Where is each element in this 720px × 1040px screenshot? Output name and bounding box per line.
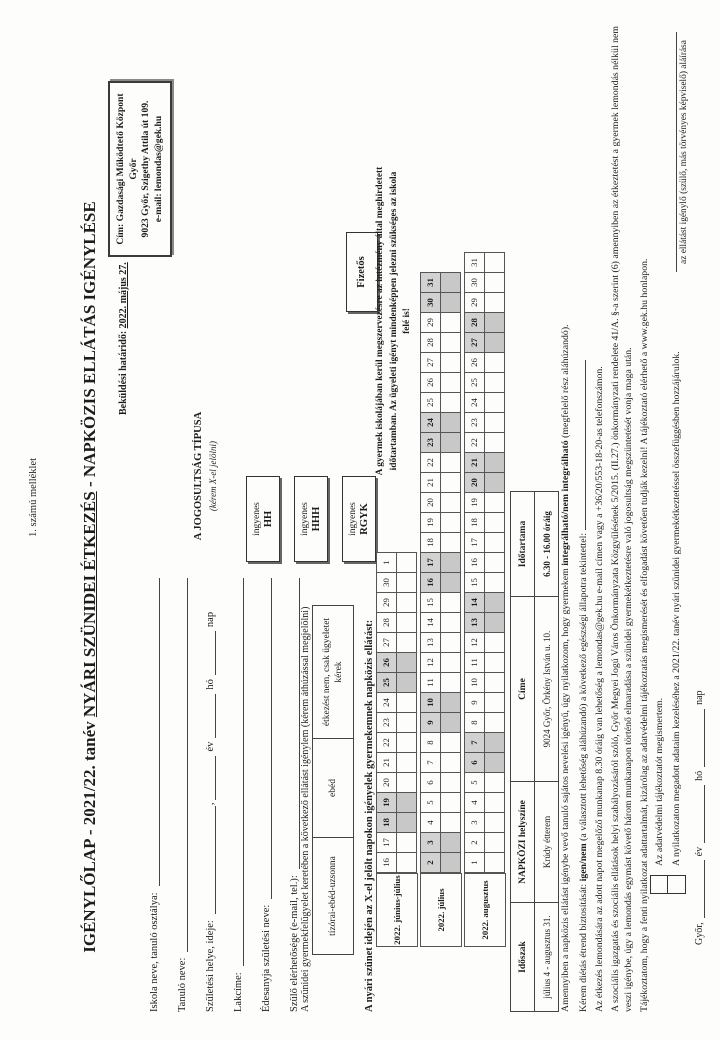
eligibility-note: (kérem X-el jelölni): [208, 440, 218, 512]
calendar-day-cell: 1: [464, 852, 485, 873]
calendar-day-cell: 31: [420, 272, 441, 293]
calendar-day-cell: 29: [420, 312, 441, 333]
calendar-mark-cell: [440, 552, 461, 573]
calendar-mark-cell: [440, 452, 461, 473]
calendar-mark-cell: [440, 752, 461, 773]
calendar-day-cell: 29: [376, 592, 397, 613]
calendar-day-cell: 26: [420, 372, 441, 393]
calendar-day-cell: 15: [420, 592, 441, 613]
calendar-mark-cell: [440, 512, 461, 533]
checkbox-group: [650, 875, 686, 894]
calendar-mark-cell: [484, 432, 505, 453]
calendar-day-cell: 15: [464, 572, 485, 593]
field-birth-label: Születési helye, ideje:: [205, 920, 216, 1012]
calendar-mark-cell: [396, 812, 417, 833]
calendar-mark-cell: [484, 552, 505, 573]
calendar-mark-cell: [440, 772, 461, 793]
calendar-day-cell: 9: [420, 712, 441, 733]
care-request-line: A szünidei gyermekfelügyelet keretében a következő ellátást igénylem (kérem áthúzással megjelölni): [300, 606, 311, 1012]
field-mother-name-line: [257, 578, 272, 899]
calendar-day-cell: 10: [464, 672, 485, 693]
field-address-label: Lakcíme:: [233, 972, 244, 1012]
school-note: [374, 100, 415, 542]
calendar-day-cell: 24: [420, 412, 441, 433]
signature-caption: az ellátást igénylő (szülő, más törvényes képviselő) aláírása: [676, 32, 689, 272]
eligibility-box-rgyk: [342, 476, 376, 562]
school-note-line3: felé is!: [402, 308, 412, 334]
calendar-mark-cell: [484, 672, 505, 693]
calendar-day-cell: 20: [464, 472, 485, 493]
meal-options-table: [312, 605, 354, 955]
calendar-mark-cell: [484, 732, 505, 753]
day-word: nap: [694, 690, 705, 705]
calendar-mark-cell: [484, 352, 505, 373]
calendar-day-cell: 19: [376, 792, 397, 813]
field-student-name-label: Tanuló neve:: [177, 957, 188, 1012]
calendar-day-cell: 23: [464, 412, 485, 433]
calendar-mark-cell: [440, 392, 461, 413]
calendar-mark-cell: [396, 612, 417, 633]
calendar-mark-cell: [440, 272, 461, 293]
calendar-day-cell: 17: [420, 552, 441, 573]
calendar-mark-cell: [484, 252, 505, 273]
calendar-day-cell: 27: [420, 352, 441, 373]
calendar-day-cell: 26: [376, 652, 397, 673]
calendar-day-cell: 16: [464, 552, 485, 573]
legal-paragraph: [560, 10, 573, 1012]
calendar-month-label: 2022. június-július: [376, 873, 418, 947]
legal-paragraph: [576, 10, 591, 1012]
paragraph-text: integrálható/nem integrálható: [560, 440, 571, 566]
calendar-day-cell: 11: [464, 652, 485, 673]
calendar-day-cell: 4: [464, 792, 485, 813]
address-line-1: Cím: Gazdasági Működtető Központ Győr: [115, 93, 139, 245]
calendar-day-cell: 2: [464, 832, 485, 853]
calendar-day-cell: 29: [464, 292, 485, 313]
calendar-mark-cell: [440, 472, 461, 493]
page-title: [80, 132, 100, 1022]
calendar-day-cell: 25: [420, 392, 441, 413]
calendar-day-cell: 25: [464, 372, 485, 393]
calendar-mark-cell: [484, 292, 505, 313]
calendar-day-cell: 7: [420, 752, 441, 773]
calendar-mark-cell: [484, 512, 505, 533]
legal-paragraph: [639, 10, 652, 1012]
location-table-cell: Krúdy étterem: [535, 782, 559, 903]
paragraph-text: Amennyiben a napközis ellátást igénybe vevő tanuló sajátos nevelési igényű, úgy nyilatkozom, hogy gyermekem: [560, 565, 571, 1012]
calendar-day-cell: 19: [420, 512, 441, 533]
month-word: hó: [694, 770, 705, 781]
meal-option-full: tízórai-ebéd-uzsonna: [313, 838, 354, 955]
calendar-day-cell: 3: [420, 832, 441, 853]
calendar-mark-cell: [440, 292, 461, 313]
city-label: Győr,: [694, 922, 705, 945]
calendar-day-cell: 17: [464, 532, 485, 553]
calendar-day-cell: 8: [420, 732, 441, 753]
calendar-day-cell: 6: [464, 752, 485, 773]
field-mother-name: [244, 578, 272, 1012]
calendar-mark-cell: [440, 692, 461, 713]
calendar-mark-cell: [396, 592, 417, 613]
eligibility-heading: A JOGOSULTSÁG TÍPUSA: [193, 411, 204, 541]
location-table: [510, 491, 559, 1012]
calendar-day-cell: 21: [376, 752, 397, 773]
calendar-day-cell: 30: [464, 272, 485, 293]
calendar-day-cell: 1: [376, 552, 397, 573]
location-table-header: NAPKÖZI helyszíne: [511, 782, 535, 903]
calendar-mark-cell: [484, 852, 505, 873]
calendar-mark-cell: [396, 732, 417, 753]
field-student-name: [160, 578, 188, 1012]
calendar-mark-cell: [440, 352, 461, 373]
year-line: [694, 860, 705, 918]
field-contact-label: Szülő elérhetősége (e-mail, tel.):: [289, 875, 300, 1012]
eligibility-box-hh-code: HH: [263, 510, 274, 528]
deadline-date: 2022. május 27.: [118, 262, 129, 329]
calendar-day-cell: 22: [464, 432, 485, 453]
calendar-mark-cell: [440, 412, 461, 433]
location-table-header: Időszak: [511, 903, 535, 1012]
calendar-day-cell: 19: [464, 492, 485, 513]
calendar-mark-cell: [396, 692, 417, 713]
calendar-mark-cell: [396, 792, 417, 813]
privacy-checkbox-label: Az adatvédelmi tájékoztatót megismertem.: [654, 697, 665, 866]
field-school: [132, 578, 160, 1012]
calendar-day-cell: 18: [464, 512, 485, 533]
calendar-mark-cell: [484, 692, 505, 713]
calendar-mark-cell: [440, 652, 461, 673]
word-year: év: [205, 741, 216, 752]
paragraph-text: (a választott lehetőség aláhúzandó) a következő egészségi állapotra tekintettel:: [577, 530, 589, 844]
calendar-day-cell: 12: [464, 632, 485, 653]
location-table-cell: július 4 - augusztus 31.: [535, 903, 559, 1012]
calendar-day-cell: 5: [464, 772, 485, 793]
address-box: [108, 81, 172, 257]
calendar-day-cell: 24: [376, 692, 397, 713]
eligibility-box-hh-word: ingyenes: [252, 502, 262, 536]
calendar-day-cell: 31: [464, 252, 485, 273]
deadline-label: Beküldési határidő:: [118, 328, 129, 415]
paragraph-text: Kérem diétás étrend biztosítását:: [577, 881, 589, 1012]
paragraph-text: Tájékoztatom, hogy a fenti nyilatkozat adattartalmát, kizárólag az adatvédelmi tájékoztatás megismerését és elfogadást követően tudják kezelni! A tájékoztató elérhető a www.gek.hu honlapon.: [638, 258, 650, 1012]
form-fields: [132, 578, 300, 1012]
calendar-day-cell: 22: [420, 452, 441, 473]
calendar-mark-cell: [484, 452, 505, 473]
calendar-mark-cell: [440, 632, 461, 653]
calendar-mark-cell: [440, 432, 461, 453]
calendar-day-cell: 13: [464, 612, 485, 633]
calendar-day-cell: 18: [420, 532, 441, 553]
month-line: [694, 785, 705, 843]
calendar-month-label: 2022. július: [420, 873, 462, 947]
calendar-day-cell: 14: [464, 592, 485, 613]
summer-request-line: A nyári szünet idején az X-el jelölt napokon igényelek gyermekemnek napközis ellátást:: [364, 619, 375, 1012]
field-birth-month-line: [201, 694, 216, 738]
comma: ,: [205, 802, 216, 806]
eligibility-box-paid-label: Fizetős: [356, 256, 367, 288]
paragraph-text: A szociális igazgatás és szociális ellátások helyi szabályozásáról szóló, Győr Megyei Jogú Város Önkormányzata Közgyűlésének 5/2015. (II.27.) önkormányzati rendelete 41/A. §-a szerint (6) amennyiben az étkeztetést a gyermek lemondás nélkül nem veszi igénybe, úgy a lemondás egymást követő három munkanapon történő elmaradása a szünidei gyermekétkeztetésre való jogosultság megszüntetését vonja maga után.: [609, 26, 634, 1012]
calendar-mark-cell: [440, 732, 461, 753]
calendar-day-cell: 8: [464, 712, 485, 733]
calendar-mark-cell: [440, 492, 461, 513]
calendar-mark-cell: [484, 272, 505, 293]
calendar-mark-cell: [396, 712, 417, 733]
calendar-day-cell: 30: [376, 572, 397, 593]
calendar-mark-cell: [396, 632, 417, 653]
calendar-mark-cell: [484, 652, 505, 673]
calendar-mark-cell: [440, 592, 461, 613]
calendar-mark-cell: [484, 772, 505, 793]
calendar-day-cell: 6: [420, 772, 441, 793]
calendar-day-cell: 26: [464, 352, 485, 373]
day-line: [694, 709, 705, 767]
consent-checkbox: [667, 875, 686, 894]
paragraph-text: igen/nem: [577, 843, 589, 882]
calendar-mark-cell: [396, 652, 417, 673]
location-table-cell: 9024 Győr, Örkény István u. 10.: [535, 597, 559, 782]
calendar-mark-cell: [440, 672, 461, 693]
calendar-day-cell: 30: [420, 292, 441, 313]
meal-option-none: étkezést nem, csak ügyeletet kérek: [313, 606, 354, 739]
school-note-line2: időtartamban. Az ügyeleti igényt mindenképpen jelezni szükséges az iskola: [388, 171, 399, 471]
calendar-day-cell: 24: [464, 392, 485, 413]
calendar-mark-cell: [396, 672, 417, 693]
calendar-day-cell: 18: [376, 812, 397, 833]
calendar-mark-cell: [396, 772, 417, 793]
calendar-mark-cell: [484, 712, 505, 733]
calendar-mark-cell: [440, 532, 461, 553]
calendar-day-cell: 27: [376, 632, 397, 653]
calendar-mark-cell: [484, 592, 505, 613]
title-post: - NAPKÖZIS ELLÁTÁS IGÉNYLÉSE: [80, 201, 99, 492]
calendar-day-cell: 22: [376, 732, 397, 753]
word-month: hó: [205, 679, 216, 690]
calendar-mark-cell: [396, 852, 417, 873]
calendar-day-cell: 16: [420, 572, 441, 593]
field-address: [216, 578, 244, 1012]
calendar-mark-cell: [440, 312, 461, 333]
date-signature-row: [694, 690, 705, 945]
field-contact-line: [285, 578, 300, 869]
word-day: nap: [205, 611, 216, 628]
calendar-day-cell: 10: [420, 692, 441, 713]
location-table-cell: 6.30 - 16.00 óráig: [535, 492, 559, 597]
calendar-mark-cell: [484, 752, 505, 773]
address-line-3: e-mail: lemondas@gek.hu: [152, 115, 164, 223]
field-school-label: Iskola neve, tanuló osztálya:: [149, 892, 160, 1012]
eligibility-box-rgyk-word: ingyenes: [348, 502, 358, 536]
field-mother-name-label: Édesanyja születési neve:: [261, 904, 272, 1012]
calendar-mark-cell: [484, 412, 505, 433]
location-table-header: Időtartama: [511, 492, 535, 597]
calendar-day-cell: 20: [420, 492, 441, 513]
calendar-mark-cell: [396, 752, 417, 773]
calendar-mark-cell: [484, 312, 505, 333]
calendar-mark-cell: [484, 572, 505, 593]
calendar-day-cell: 7: [464, 732, 485, 753]
calendar-mark-cell: [440, 852, 461, 873]
legal-paragraph: [610, 10, 635, 1012]
calendar-day-cell: 2: [420, 852, 441, 873]
calendar-mark-cell: [396, 552, 417, 573]
calendar-day-cell: 13: [420, 632, 441, 653]
calendar-mark-cell: [484, 812, 505, 833]
calendar-day-cell: 23: [420, 432, 441, 453]
location-table-header: Címe: [511, 597, 535, 782]
calendar-month-label: 2022. augusztus: [464, 873, 506, 947]
calendar-day-cell: 9: [464, 692, 485, 713]
calendar-day-cell: 4: [420, 812, 441, 833]
calendar-day-cell: 21: [464, 452, 485, 473]
calendar-mark-cell: [484, 832, 505, 853]
calendar-day-cell: 5: [420, 792, 441, 813]
eligibility-box-hhh: [294, 476, 328, 562]
field-contact: [272, 578, 300, 1012]
calendar-mark-cell: [484, 332, 505, 353]
calendar-day-cell: 17: [376, 832, 397, 853]
eligibility-box-rgyk-code: RGYK: [359, 503, 370, 535]
calendar-mark-cell: [484, 392, 505, 413]
annex-label: 1. számú melléklet: [28, 457, 39, 537]
field-birth: [188, 578, 216, 1012]
calendar-day-cell: 23: [376, 712, 397, 733]
calendar-day-cell: 28: [420, 332, 441, 353]
calendar-day-cell: 28: [376, 612, 397, 633]
calendar-mark-cell: [484, 472, 505, 493]
calendar-mark-cell: [440, 712, 461, 733]
calendar-mark-cell: [440, 572, 461, 593]
calendar-day-cell: 12: [420, 652, 441, 673]
eligibility-box-hh: [246, 476, 280, 562]
calendar-mark-cell: [396, 572, 417, 593]
consent-checkbox-label: A nyilatkozaton megadott adataim kezeléséhez a 2021/22. tanév nyári szünidei gyermekétkeztetéssel összefüggésben hozzájárulok.: [671, 351, 682, 866]
calendar-day-cell: 25: [376, 672, 397, 693]
title-pre: IGÉNYLŐLAP - 2021/22. tanév: [80, 717, 99, 953]
field-address-line: [229, 578, 244, 966]
blank-line: [576, 360, 586, 530]
field-student-name-line: [173, 578, 188, 952]
calendar-mark-cell: [484, 612, 505, 633]
calendar-mark-cell: [396, 832, 417, 853]
meal-option-lunch: ebéd: [313, 739, 354, 838]
calendar-day-cell: 14: [420, 612, 441, 633]
calendar-day-cell: 16: [376, 852, 397, 873]
calendar-day-cell: 11: [420, 672, 441, 693]
calendar-mark-cell: [440, 812, 461, 833]
calendar-mark-cell: [440, 332, 461, 353]
field-birth-place-line: [201, 806, 216, 914]
year-word: év: [694, 846, 705, 857]
calendar-day-cell: 3: [464, 812, 485, 833]
field-birth-day-line: [201, 631, 216, 675]
calendar-mark-cell: [484, 792, 505, 813]
calendar-day-cell: 28: [464, 312, 485, 333]
calendar-mark-cell: [440, 372, 461, 393]
calendar-day-cell: 21: [420, 472, 441, 493]
school-note-line1: A gyermek iskolájában kerül megszervezésre az intézmény által meghirdetett: [375, 166, 385, 476]
calendar-mark-cell: [440, 832, 461, 853]
field-school-line: [145, 578, 160, 886]
eligibility-box-hhh-word: ingyenes: [300, 502, 310, 536]
paragraph-text: Az étkezés lemondására az adott napot megelőző munkanap 8.30 óráig van lehetőség a lemondas@gek.hu e-mail címen vagy a +36/20/553-18-20-as telefonszámon.: [593, 366, 605, 1012]
privacy-checkbox: [650, 875, 669, 894]
signature-block: [676, 32, 689, 272]
calendar-day-cell: 20: [376, 772, 397, 793]
calendar-mark-cell: [440, 612, 461, 633]
calendar-mark-cell: [484, 532, 505, 553]
title-underlined: NYÁRI SZÜNIDEI ÉTKEZÉS: [80, 491, 99, 718]
calendar-mark-cell: [484, 492, 505, 513]
calendar-mark-cell: [440, 792, 461, 813]
paragraph-text: (megfelelő rész aláhúzandó).: [560, 324, 571, 441]
field-birth-year-line: [201, 756, 216, 800]
eligibility-box-hhh-code: HHH: [311, 506, 322, 532]
calendar-mark-cell: [484, 632, 505, 653]
calendar-mark-cell: [484, 372, 505, 393]
calendar-day-cell: 27: [464, 332, 485, 353]
deadline-line: [118, 262, 129, 415]
address-line-2: 9023 Győr, Szigethy Attila út 109.: [140, 100, 151, 238]
legal-paragraph: [594, 10, 607, 1012]
legal-paragraphs: [560, 10, 655, 1012]
